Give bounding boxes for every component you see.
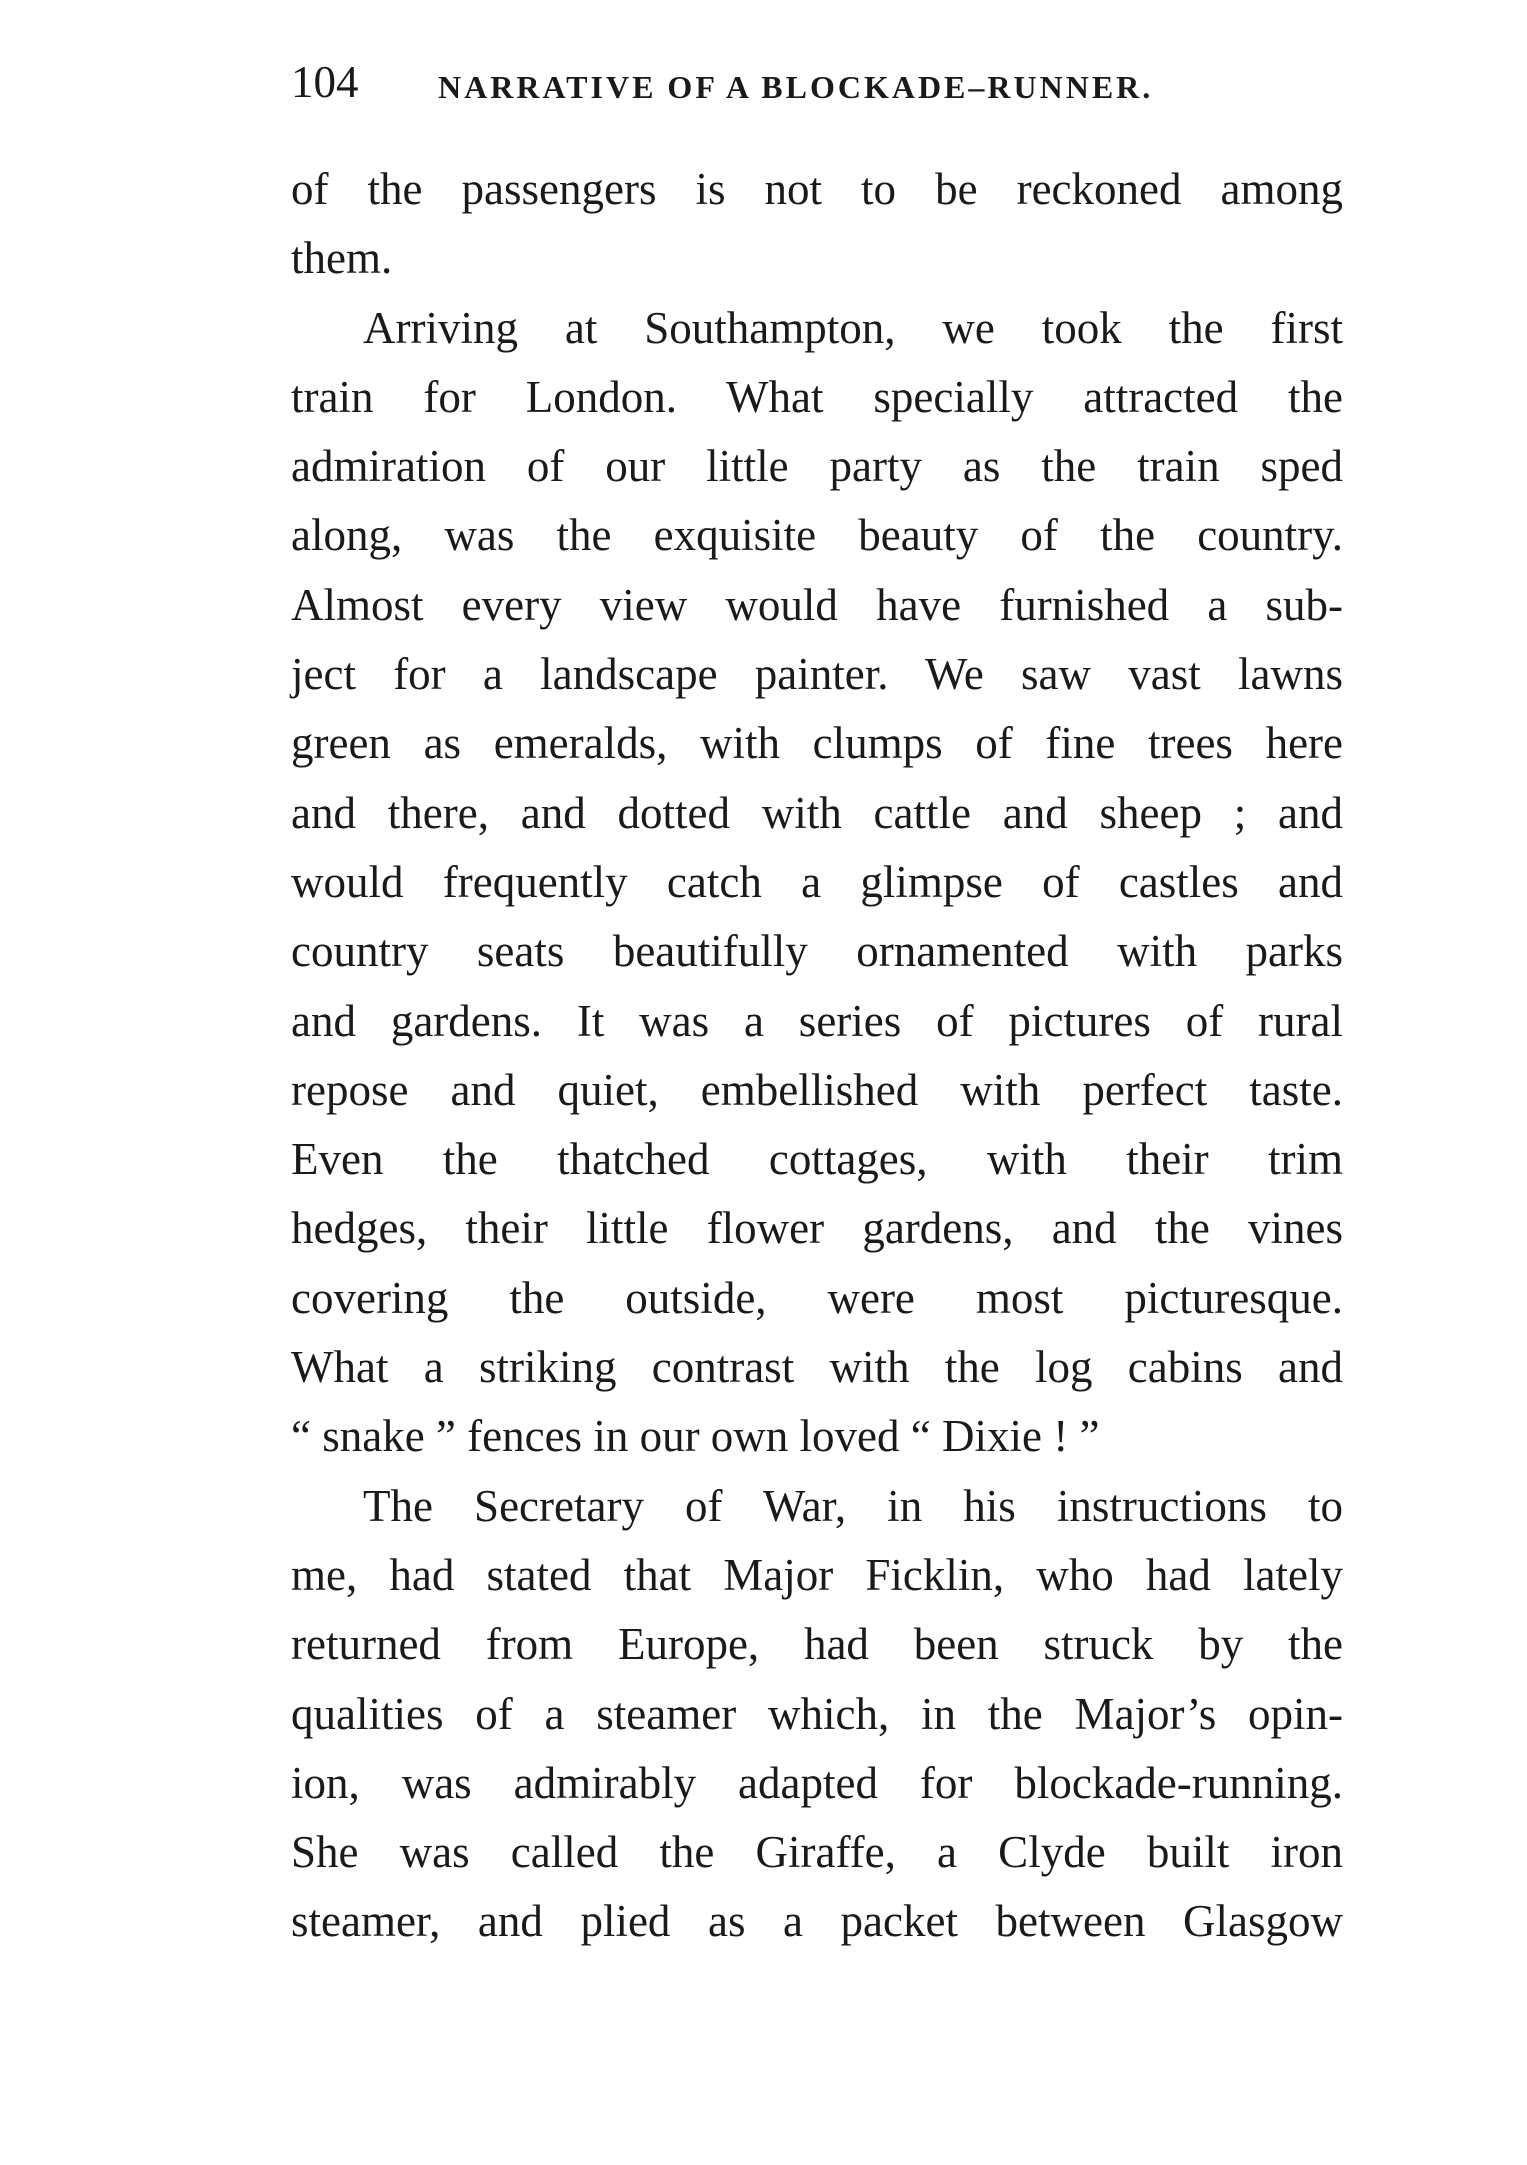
text-line: hedges, their little flower gardens, and the vines	[291, 1203, 1343, 1254]
text-line: ject for a landscape painter. We saw vast lawns	[291, 649, 1343, 700]
text-line: country seats beautifully ornamented with parks	[291, 926, 1343, 977]
body-text	[291, 155, 1343, 1957]
text-line: steamer, and plied as a packet between Glasgow	[291, 1896, 1343, 1947]
text-line: She was called the Giraffe, a Clyde built iron	[291, 1827, 1343, 1878]
text-line: Even the thatched cottages, with their trim	[291, 1134, 1343, 1185]
text-line: covering the outside, were most picturesque.	[291, 1272, 1343, 1323]
text-line: qualities of a steamer which, in the Major’s opin-	[291, 1688, 1343, 1739]
text-line: along, was the exquisite beauty of the country.	[291, 510, 1343, 561]
text-line: Almost every view would have furnished a sub-	[291, 579, 1343, 630]
text-line: train for London. What specially attracted the	[291, 371, 1343, 422]
text-line: Arriving at Southampton, we took the first	[363, 302, 1343, 353]
text-line: and gardens. It was a series of pictures of rural	[291, 995, 1343, 1046]
text-line: of the passengers is not to be reckoned among	[291, 164, 1343, 214]
running-head	[291, 52, 1341, 112]
page-number: 104	[291, 57, 359, 107]
text-line: them.	[291, 233, 393, 284]
text-line: me, had stated that Major Ficklin, who had lately	[291, 1549, 1343, 1600]
text-line: ion, was admirably adapted for blockade-running.	[291, 1757, 1343, 1808]
text-line: repose and quiet, embellished with perfect taste.	[291, 1064, 1343, 1115]
text-line: returned from Europe, had been struck by the	[291, 1619, 1343, 1670]
text-line: green as emeralds, with clumps of fine trees here	[291, 718, 1343, 769]
running-title: NARRATIVE OF A BLOCKADE–RUNNER.	[438, 69, 1154, 105]
text-line: admiration of our little party as the train sped	[291, 441, 1343, 492]
text-line: and there, and dotted with cattle and sheep ; and	[291, 787, 1343, 838]
text-line: would frequently catch a glimpse of castles and	[291, 856, 1343, 907]
text-line: What a striking contrast with the log cabins and	[291, 1342, 1343, 1393]
text-line: The Secretary of War, in his instructions to	[363, 1480, 1343, 1531]
text-line: “ snake ” fences in our own loved “ Dixie ! ”	[291, 1411, 1100, 1462]
